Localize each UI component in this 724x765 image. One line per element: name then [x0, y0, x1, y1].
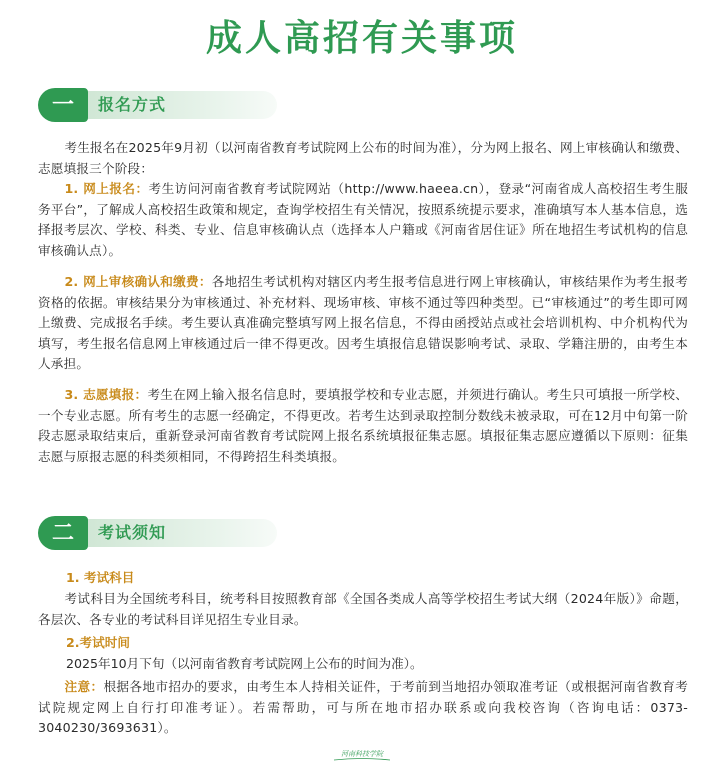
volunteer-filling-paragraph [38, 385, 688, 467]
school-logo [312, 748, 412, 762]
section-number: 二 [38, 516, 88, 550]
exam-note-paragraph [38, 677, 688, 739]
item-heading: 2. 网上审核确认和缴费： [64, 274, 212, 289]
item-heading: 3. 志愿填报： [64, 387, 148, 402]
item-text: 考生访问河南省教育考试院网站（http://www.haeea.cn），登录“河南省成人高校招生考生服务平台”，了解成人高校招生政策和规定，查询学校招生有关情况，按照系统提示要求，准确填写本人基本信息，选择报考层次、学校、科类、专业、信息审核确认点（选择本人户籍或《河南省居住证》所在地招生考试机构的信息审核确认点）。 [38, 181, 688, 258]
exam-subjects-heading: 1. 考试科目 [66, 570, 135, 585]
section-number: 一 [38, 88, 88, 122]
section-label: 报名方式 [98, 95, 167, 114]
item-text: 各地招生考试机构对辖区内考生报考信息进行网上审核确认，审核结果作为考生报考资格的依据。审核结果分为审核通过、补充材料、现场审核、审核不通过等四种类型。已“审核通过”的考生即可网上缴费、完成报名手续。考生要认真准确完整填写网上报名信息，不得由函授站点或社会培训机构、中介机构代为填写，考生报名信息网上审核通过后一律不得更改。因考生填报信息错误影响考试、录取、学籍注册的，由考生本人承担。 [38, 274, 688, 371]
logo-swash-icon [334, 759, 390, 761]
item-heading: 1. 网上报名： [64, 181, 149, 196]
school-logo-text: 河南科技学院 [341, 750, 383, 758]
registration-intro: 考生报名在2025年9月初（以河南省教育考试院网上公布的时间为准），分为网上报名、网上审核确认和缴费、志愿填报三个阶段： [38, 140, 688, 176]
exam-subjects-text: 考试科目为全国统考科目，统考科目按照教育部《全国各类成人高等学校招生考试大纲（2024年版）》命题，各层次、各专业的考试科目详见招生专业目录。 [38, 591, 688, 627]
note-heading: 注意： [64, 679, 104, 694]
note-text: 根据各地市招办的要求，由考生本人持相关证件，于考前到当地招办领取准考证（或根据河南省教育考试院规定网上自行打印准考证）。若需帮助，可与所在地市招办联系或向我校咨询（咨询电话：0373-3040230/3693631）。 [38, 679, 688, 735]
online-review-paragraph [38, 272, 688, 375]
exam-time-heading: 2.考试时间 [66, 635, 130, 650]
exam-time-text: 2025年10月下旬（以河南省教育考试院网上公布的时间为准）。 [66, 656, 423, 671]
page-title: 成人高招有关事项 [205, 17, 518, 59]
section-label: 考试须知 [98, 523, 167, 542]
item-text: 考生在网上输入报名信息时，要填报学校和专业志愿，并须进行确认。考生只可填报一所学校、一个专业志愿。所有考生的志愿一经确定，不得更改。若考生达到录取控制分数线未被录取，可在12月中旬第一阶段志愿录取结束后，重新登录河南省教育考试院网上报名系统填报征集志愿。填报征集志愿应遵循以下原则：征集志愿与原报志愿的科类须相同，不得跨招生科类填报。 [38, 387, 688, 464]
online-registration-paragraph [38, 179, 688, 261]
